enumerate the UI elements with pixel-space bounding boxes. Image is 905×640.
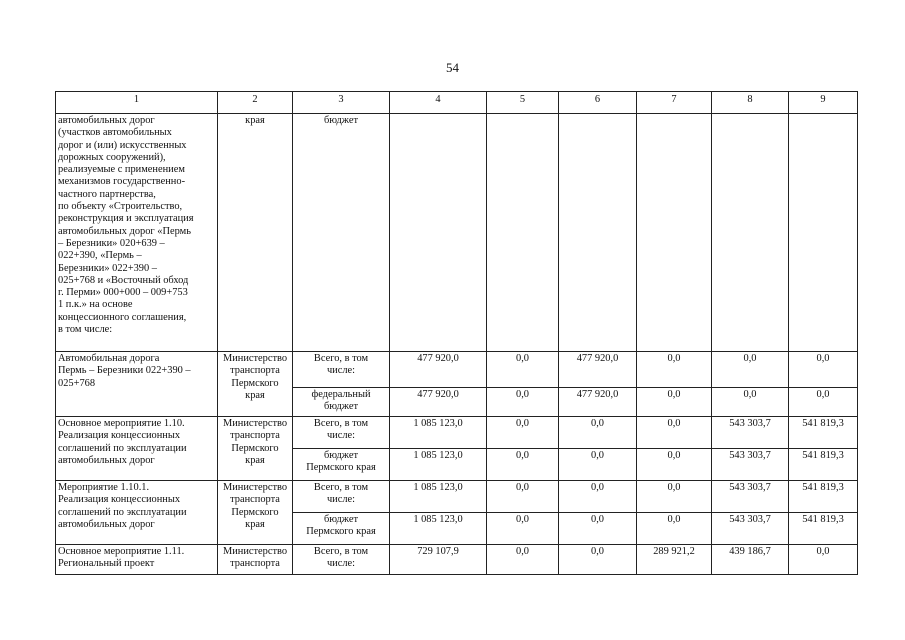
value-cell: 0,0	[637, 417, 712, 449]
value-cell: 1 085 123,0	[390, 513, 487, 545]
value-cell: 477 920,0	[559, 352, 637, 388]
value-cell: 543 303,7	[712, 513, 789, 545]
executor-name: Министерство транспорта	[218, 545, 293, 575]
value-cell: 0,0	[487, 388, 559, 417]
table-row	[56, 352, 858, 388]
value-cell: 0,0	[487, 513, 559, 545]
table-row	[56, 481, 858, 513]
value-cell: 541 819,3	[789, 513, 858, 545]
value-cell: 0,0	[712, 388, 789, 417]
value-cell: 0,0	[559, 545, 637, 575]
value-cell: 0,0	[487, 417, 559, 449]
table-header-row	[56, 92, 858, 114]
value-cell: 0,0	[637, 513, 712, 545]
funding-source: Всего, в том числе:	[293, 545, 390, 575]
empty-cell	[487, 114, 559, 352]
table-row	[56, 545, 858, 575]
value-cell: 0,0	[712, 352, 789, 388]
activity-name: Автомобильная дорога Пермь – Березники 022+390 – 025+768	[56, 352, 218, 417]
empty-cell	[390, 114, 487, 352]
value-cell: 0,0	[559, 417, 637, 449]
empty-cell	[789, 114, 858, 352]
executor-name: Министерство транспорта Пермского края	[218, 481, 293, 545]
col-header-9: 9	[789, 92, 858, 114]
value-cell: 0,0	[559, 449, 637, 481]
funding-source: бюджет Пермского края	[293, 513, 390, 545]
value-cell: 0,0	[487, 545, 559, 575]
intro-source: бюджет	[293, 114, 390, 352]
value-cell: 439 186,7	[712, 545, 789, 575]
activity-name: Основное мероприятие 1.11. Региональный проект	[56, 545, 218, 575]
intro-description: автомобильных дорог (участков автомобильных дорог и (или) искусственных дорожных сооружений), реализуемые с применением механизмов государственно- частного партнерства, по объекту «Строительство, реконструкция и эксплуатация автомобильных дорог «Пермь – Березники» 020+639 – 022+390, «Пермь – Березники» 022+390 – 025+768 и «Восточный обход г. Перми» 000+000 – 009+753 1 п.к.» на основе концессионного соглашения, в том числе:	[56, 114, 218, 352]
value-cell: 477 920,0	[390, 352, 487, 388]
col-header-6: 6	[559, 92, 637, 114]
value-cell: 0,0	[637, 449, 712, 481]
funding-source: Всего, в том числе:	[293, 481, 390, 513]
value-cell: 541 819,3	[789, 449, 858, 481]
value-cell: 543 303,7	[712, 417, 789, 449]
col-header-5: 5	[487, 92, 559, 114]
activity-name: Основное мероприятие 1.10. Реализация концессионных соглашений по эксплуатации автомобильных дорог	[56, 417, 218, 481]
value-cell: 477 920,0	[390, 388, 487, 417]
empty-cell	[559, 114, 637, 352]
col-header-4: 4	[390, 92, 487, 114]
executor-name: Министерство транспорта Пермского края	[218, 352, 293, 417]
col-header-3: 3	[293, 92, 390, 114]
empty-cell	[712, 114, 789, 352]
value-cell: 543 303,7	[712, 449, 789, 481]
col-header-7: 7	[637, 92, 712, 114]
value-cell: 1 085 123,0	[390, 449, 487, 481]
activity-name: Мероприятие 1.10.1. Реализация концессионных соглашений по эксплуатации автомобильных дорог	[56, 481, 218, 545]
value-cell: 0,0	[789, 352, 858, 388]
value-cell: 477 920,0	[559, 388, 637, 417]
value-cell: 0,0	[559, 481, 637, 513]
page-number: 54	[446, 60, 459, 75]
value-cell: 1 085 123,0	[390, 481, 487, 513]
funding-source: бюджет Пермского края	[293, 449, 390, 481]
value-cell: 0,0	[637, 388, 712, 417]
funding-source: Всего, в том числе:	[293, 352, 390, 388]
value-cell: 0,0	[487, 449, 559, 481]
value-cell: 0,0	[637, 481, 712, 513]
col-header-1: 1	[56, 92, 218, 114]
value-cell: 541 819,3	[789, 417, 858, 449]
value-cell: 541 819,3	[789, 481, 858, 513]
funding-source: федеральный бюджет	[293, 388, 390, 417]
value-cell: 0,0	[487, 481, 559, 513]
table-row-intro	[56, 114, 858, 352]
value-cell: 289 921,2	[637, 545, 712, 575]
funding-source: Всего, в том числе:	[293, 417, 390, 449]
executor-name: Министерство транспорта Пермского края	[218, 417, 293, 481]
value-cell: 0,0	[789, 545, 858, 575]
budget-table	[55, 91, 858, 575]
value-cell: 0,0	[559, 513, 637, 545]
value-cell: 543 303,7	[712, 481, 789, 513]
table-row	[56, 417, 858, 449]
empty-cell	[637, 114, 712, 352]
value-cell: 1 085 123,0	[390, 417, 487, 449]
col-header-8: 8	[712, 92, 789, 114]
col-header-2: 2	[218, 92, 293, 114]
value-cell: 0,0	[487, 352, 559, 388]
value-cell: 729 107,9	[390, 545, 487, 575]
value-cell: 0,0	[789, 388, 858, 417]
value-cell: 0,0	[637, 352, 712, 388]
intro-executor: края	[218, 114, 293, 352]
